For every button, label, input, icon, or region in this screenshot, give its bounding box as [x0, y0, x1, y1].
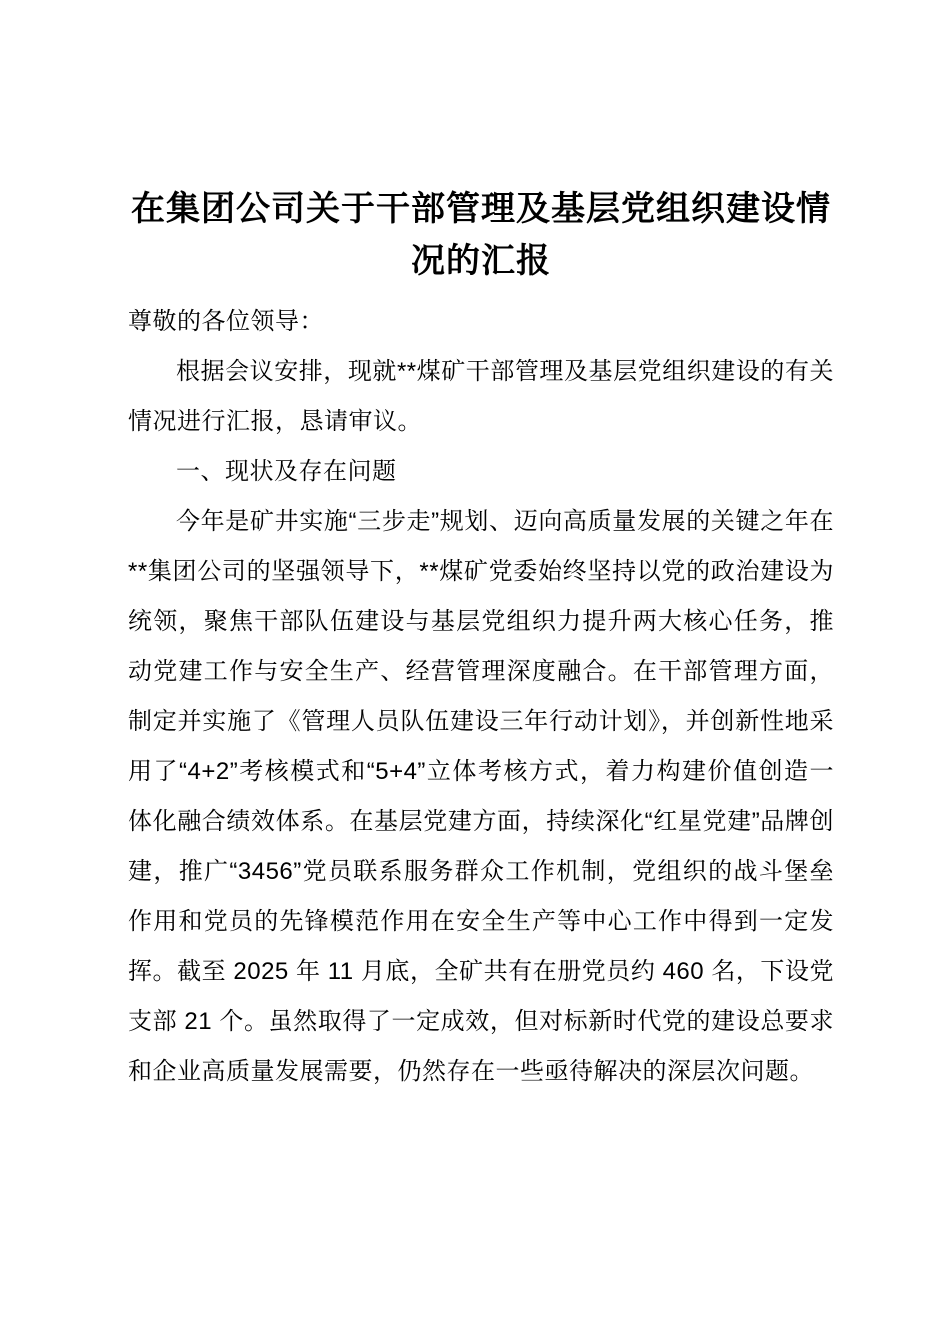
paragraph-intro: 根据会议安排，现就**煤矿干部管理及基层党组织建设的有关情况进行汇报，恳请审议。: [128, 358, 834, 435]
document-title: 在集团公司关于干部管理及基层党组织建设情况的汇报: [131, 190, 831, 280]
section-heading-1: 一、现状及存在问题: [176, 458, 397, 485]
paragraph-section-1-body: 今年是矿井实施“三步走”规划、迈向高质量发展的关键之年在**集团公司的坚强领导下，**煤矿党委始终坚持以党的政治建设为统领，聚焦干部队伍建设与基层党组织力提升两大核心任务，推动党建工作与安全生产、经营管理深度融合。在干部管理方面，制定并实施了《管理人员队伍建设三年行动计划》，并创新性地采用了“4+2”考核模式和“5+4”立体考核方式，着力构建价值创造一体化融合绩效体系。在基层党建方面，持续深化“红星党建”品牌创建，推广“3456”党员联系服务群众工作机制，党组织的战斗堡垒作用和党员的先锋模范作用在安全生产等中心工作中得到一定发挥。截至 2025 年 11 月底，全矿共有在册党员约 460 名，下设党支部 21 个。虽然取得了一定成效，但对标新时代党的建设总要求和企业高质量发展需要，仍然存在一些亟待解决的深层次问题。: [128, 508, 834, 1085]
document-content: [128, 183, 834, 1097]
salutation-line: 尊敬的各位领导：: [128, 308, 324, 335]
